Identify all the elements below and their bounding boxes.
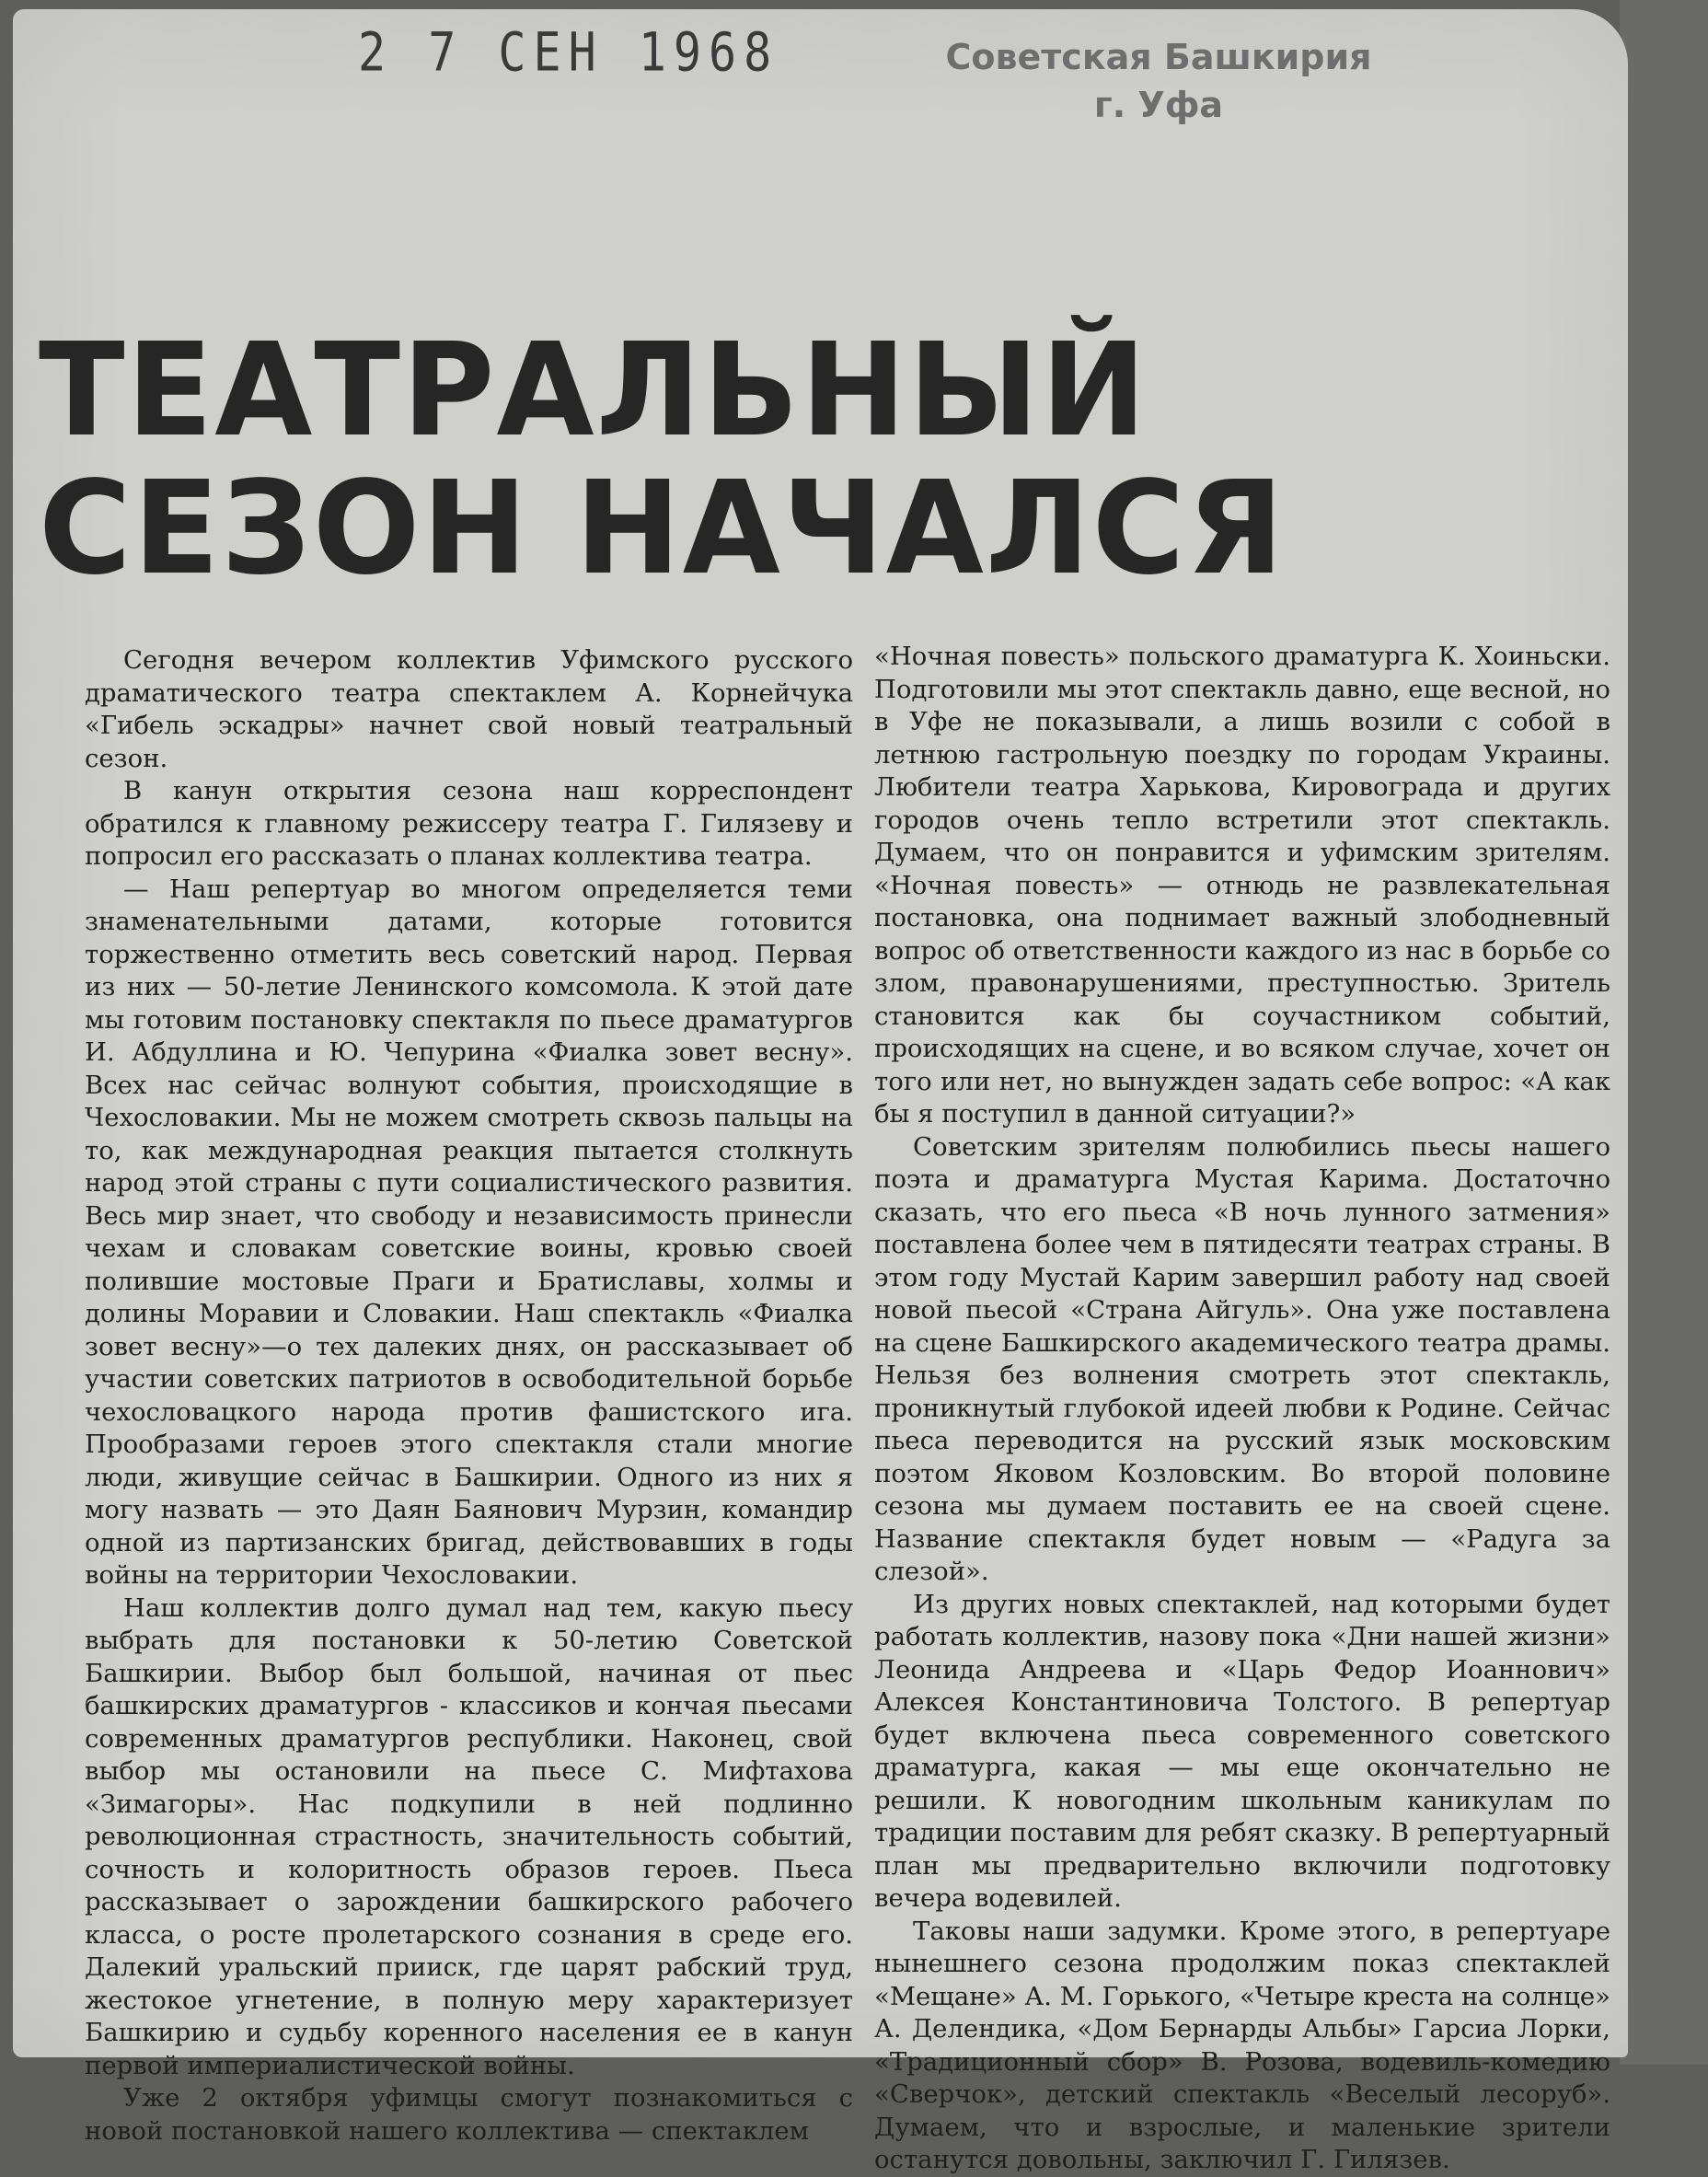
paragraph: Из других новых спектаклей, над которыми будет работать коллектив, назову пока «Дни нашей жизни» Леонида Андреева и «Царь Федор Иоаннович» Алексея Константиновича Толстого. В репертуар будет включена пьеса современного советского драматурга, какая — мы еще окончательно не решили. К новогодним школьным каникулам по традиции поставим для ребят сказку. В репертуарный план мы предварительно включили подготовку вечера водевилей. [874,1589,1610,1913]
paragraph: Советским зрителям полюбились пьесы нашего поэта и драматурга Мустая Карима. Достаточно сказать, что его пьеса «В ночь лунного затмения» поставлена более чем в пятидесяти театрах страны. В этом году Мустай Карим завершил работу над своей новой пьесой «Страна Айгуль». Она уже поставлена на сцене Башкирского академического театра драмы. Нельзя без волнения смотреть этот спектакль, проникнутый глубокой идеей любви к Родине. Сейчас пьеса переводится на русский язык московским поэтом Яковом Козловским. Во второй половине сезона мы думаем поставить ее на своей сцене. Название спектакля будет новым — «Радуга за слезой». [874,1131,1610,1586]
newspaper-clipping [13,9,1628,2174]
date-stamp: 2 7 СЕН 1968 [358,21,779,84]
paragraph: Уже 2 октября уфимцы смогут познакомиться с новой постановкой нашего коллектива — спектаклем [85,2083,853,2146]
right-column [874,641,1610,2177]
newspaper-name: Советская Башкирия [945,37,1372,77]
paragraph: — Наш репертуар во многом определяется теми знаменательными датами, которые готовится торжественно отметить весь советский народ. Первая из них — 50-летие Ленинского комсомола. К этой дате мы готовим постановку спектакля по пьесе драматургов И. Абдуллина и Ю. Чепурина «Фиалка зовет весну». Всех нас сейчас волнуют события, происходящие в Чехословакии. Мы не можем смотреть сквозь пальцы на то, как международная реакция пытается столкнуть народ этой страны с пути социалистического развития. Весь мир знает, что свободу и независимость принесли чехам и словакам советские воины, кровью своей полившие мостовые Праги и Братиславы, холмы и долины Моравии и Словакии. Наш спектакль «Фиалка зовет весну»—о тех далеких днях, он рассказывает об участии советских патриотов в освободительной борьбе чехословацкого народа против фашистского ига. Прообразами героев этого спектакля стали многие люди, живущие сейчас в Башкирии. Одного из них я могу назвать — это Даян Баянович Мурзин, командир одной из партизанских бригад, действовавших в годы войны на территории Чехословакии. [85,874,853,1590]
paragraph: Таковы наши задумки. Кроме этого, в репертуаре нынешнего сезона продолжим показ спектаклей «Мещане» А. М. Горького, «Четыре креста на солнце» А. Делендика, «Дом Бернарды Альбы» Гарсиа Лорки, «Традиционный сбор» В. Розова, водевиль-комедию «Сверчок», детский спектакль «Веселый лесоруб». Думаем, что и взрослые, и маленькие зрители останутся довольны, заключил Г. Гилязев. [874,1916,1610,2174]
paragraph: «Ночная повесть» польского драматурга К. Хоиньски. Подготовили мы этот спектакль давно, еще весной, но в Уфе не показывали, а лишь возили с собой в летнюю гастрольную поездку по городам Украины. Любители театра Харькова, Кировограда и других городов очень тепло встретили этот спектакль. Думаем, что он понравится и уфимским зрителям. «Ночная повесть» — отнюдь не развлекательная постановка, она поднимает важный злободневный вопрос об ответственности каждого из нас в борьбе со злом, правонарушениями, преступностью. Зритель становится как бы соучастником событий, происходящих на сцене, и во всяком случае, хочет он того или нет, но вынужден задать себе вопрос: «А как бы я поступил в данной ситуации?» [874,642,1610,1129]
paragraph: Сегодня вечером коллектив Уфимского русского драматического театра спектаклем А. Корнейчука «Гибель эскадры» начнет свой новый театральный сезон. [85,645,853,773]
headline-line-1: ТЕАТРАЛЬНЫЙ [39,316,1148,466]
paragraph: Наш коллектив долго думал над тем, какую пьесу выбрать для постановки к 50-летию Советской Башкирии. Выбор был большой, начиная от пьес башкирских драматургов - классиков и кончая пьесами современных драматургов республики. Наконец, свой выбор мы остановили на пьесе С. Мифтахова «Зимагоры». Нас подкупили в ней подлинно революционная страстность, значительность событий, сочность и колоритность образов героев. Пьеса рассказывает о зарождении башкирского рабочего класса, о росте пролетарского сознания в среде его. Далекий уральский прииск, где царят рабский труд, жестокое угнетение, в полную меру характеризует Башкирию и судьбу коренного населения ее в канун первой империалистической войны. [85,1592,853,2080]
left-column [85,644,853,2148]
headline [39,316,1446,604]
newspaper-stamp [929,33,1389,129]
paragraph: В канун открытия сезона наш корреспондент обратился к главному режиссеру театра Г. Гилязеву и попросил его рассказать о планах коллектива театра. [85,776,853,871]
mounting-board [1620,0,1708,2065]
newspaper-city: г. Уфа [1093,85,1224,125]
headline-line-2: СЕЗОН НАЧАЛСЯ [39,454,1286,604]
